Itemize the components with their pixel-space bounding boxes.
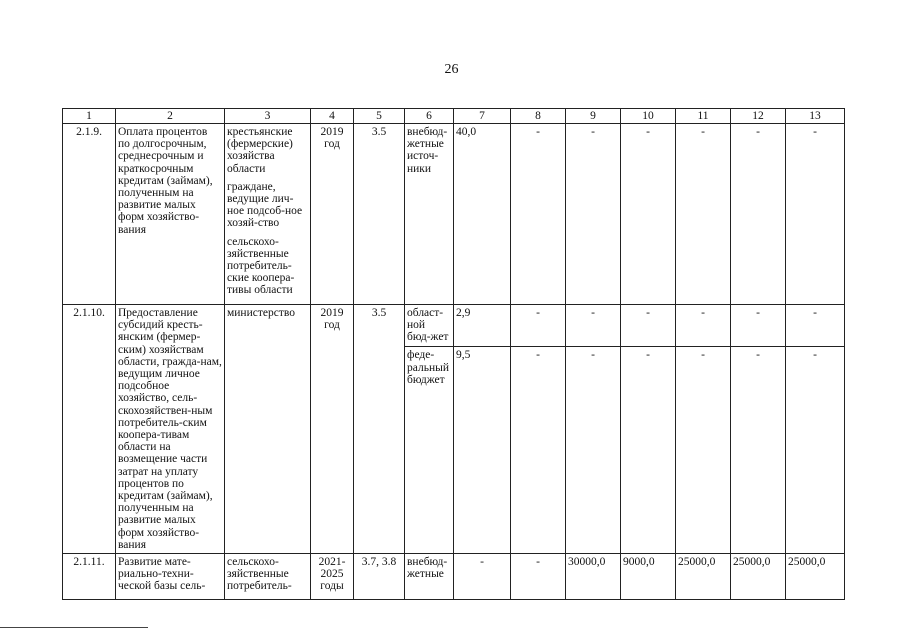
header-row bbox=[63, 109, 845, 124]
code-cell: 3.5 bbox=[354, 124, 405, 305]
value-cell: - bbox=[566, 347, 621, 554]
code-cell: 3.7, 3.8 bbox=[354, 554, 405, 600]
year-cell: 2021-2025 годы bbox=[311, 554, 354, 600]
value-cell: - bbox=[621, 305, 676, 347]
executor-cell: министерство bbox=[225, 305, 311, 554]
value-cell: - bbox=[511, 124, 566, 305]
column-header: 8 bbox=[511, 109, 566, 124]
column-header: 1 bbox=[63, 109, 116, 124]
code-cell: 3.5 bbox=[354, 305, 405, 554]
value-cell: - bbox=[786, 347, 845, 554]
table-row bbox=[63, 124, 845, 305]
column-header: 11 bbox=[676, 109, 731, 124]
column-header: 10 bbox=[621, 109, 676, 124]
executor-cell: сельскохо-зяйственные потребитель- bbox=[225, 554, 311, 600]
source-cell: феде-ральный бюджет bbox=[405, 347, 454, 554]
value-cell: - bbox=[511, 305, 566, 347]
column-header: 13 bbox=[786, 109, 845, 124]
value-cell: - bbox=[731, 305, 786, 347]
year-cell: 2019 год bbox=[311, 305, 354, 554]
value-cell: 40,0 bbox=[454, 124, 511, 305]
year-cell: 2019 год bbox=[311, 124, 354, 305]
value-cell: - bbox=[566, 124, 621, 305]
source-cell: внебюд-жетные источ-ники bbox=[405, 124, 454, 305]
value-cell: 25000,0 bbox=[676, 554, 731, 600]
value-cell: 25000,0 bbox=[786, 554, 845, 600]
column-header: 9 bbox=[566, 109, 621, 124]
column-header: 3 bbox=[225, 109, 311, 124]
value-cell: - bbox=[731, 347, 786, 554]
value-cell: 25000,0 bbox=[731, 554, 786, 600]
value-cell: - bbox=[621, 347, 676, 554]
table-row bbox=[63, 554, 845, 600]
column-header: 5 bbox=[354, 109, 405, 124]
table-row bbox=[63, 305, 845, 347]
row-number: 2.1.9. bbox=[63, 124, 116, 305]
column-header: 7 bbox=[454, 109, 511, 124]
value-cell: - bbox=[454, 554, 511, 600]
value-cell: 2,9 bbox=[454, 305, 511, 347]
value-cell: - bbox=[786, 124, 845, 305]
value-cell: - bbox=[676, 305, 731, 347]
value-cell: - bbox=[676, 124, 731, 305]
source-cell: област-ной бюд-жет bbox=[405, 305, 454, 347]
executor-item: сельскохо-зяйственные потребитель-ские коопера-тивы области bbox=[227, 235, 295, 297]
value-cell: 9,5 bbox=[454, 347, 511, 554]
value-cell: 9000,0 bbox=[621, 554, 676, 600]
program-table bbox=[62, 108, 845, 600]
value-cell: - bbox=[786, 305, 845, 347]
measure-name: Оплата процентов по долгосрочным, среднесрочным и краткосрочным кредитам (займам), полученным на развитие малых форм хозяйство-вания bbox=[116, 124, 225, 305]
executor-item: граждане, ведущие лич-ное подсоб-ное хозяй-ство bbox=[227, 180, 303, 230]
column-header: 2 bbox=[116, 109, 225, 124]
value-cell: 30000,0 bbox=[566, 554, 621, 600]
value-cell: - bbox=[511, 347, 566, 554]
column-header: 6 bbox=[405, 109, 454, 124]
source-cell: внебюд-жетные bbox=[405, 554, 454, 600]
value-cell: - bbox=[566, 305, 621, 347]
row-number: 2.1.11. bbox=[63, 554, 116, 600]
value-cell: - bbox=[511, 554, 566, 600]
footer-divider bbox=[0, 627, 148, 628]
page-number: 26 bbox=[444, 62, 459, 77]
value-cell: - bbox=[676, 347, 731, 554]
value-cell: - bbox=[731, 124, 786, 305]
value-cell: - bbox=[621, 124, 676, 305]
measure-name: Развитие мате-риально-техни-ческой базы сель- bbox=[116, 554, 225, 600]
executor-cell bbox=[225, 124, 311, 305]
row-number: 2.1.10. bbox=[63, 305, 116, 554]
executor-item: крестьянские (фермерские) хозяйства области bbox=[227, 126, 293, 175]
column-header: 4 bbox=[311, 109, 354, 124]
column-header: 12 bbox=[731, 109, 786, 124]
measure-name: Предоставление субсидий кресть-янским (фермер-ским) хозяйствам области, гражда-нам, ведущим личное подсобное хозяйство, сель-скохозяйствен-ным потребитель-ским коопера-тивам области на возмещение части затрат на уплату процентов по кредитам (займам), полученным на развитие малых форм хозяйство-вания bbox=[116, 305, 225, 554]
